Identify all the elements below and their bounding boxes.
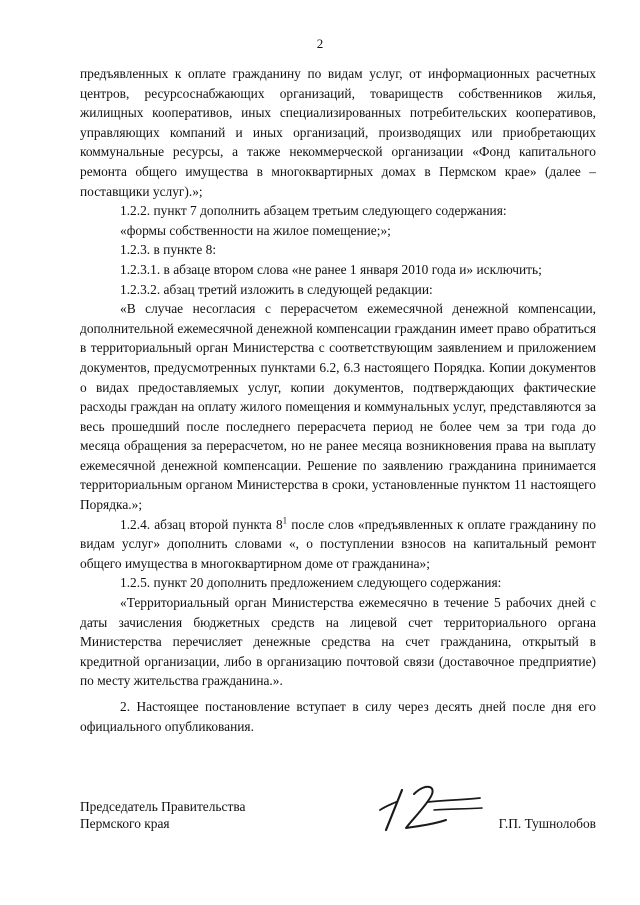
paragraph-1-2-3-1: 1.2.3.1. в абзаце втором слова «не ранее 1 января 2010 года и» исключить; [120, 261, 542, 277]
paragraph-1-2-3-2-quote: «В случае несогласия с перерасчетом ежемесячной денежной компенсации, дополнительной ежемесячной денежной компенсации гражданин имеет право обратиться в территориальный орган Министерства с соответствующим заявлением и приложением документов, предусмотренных пунктами 6.2, 6.3 настоящего Порядка. Копии документов о видах предоставляемых услуг, копии документов, подтверждающих фактические расходы граждан на оплату жилого помещения и коммунальных услуг, представляются за весь прошедший после последнего перерасчета период не более чем за три года до месяца обращения за перерасчетом, но не ранее месяца возникновения права на выплату ежемесячной денежной компенсации. Решение по заявлению гражданина принимается территориальным органом Министерства в сроки, установленные пунктом 11 настоящего Порядка.»; [80, 301, 596, 513]
signatory-title-line-1: Председатель Правительства [80, 799, 246, 814]
paragraph-continuation: предъявленных к оплате гражданину по видам услуг, от информационных расчетных центров, ресурсоснабжающих организаций, товариществ собственников жилья, жилищных кооперативов, иных специализированных потребительских кооперативов, управляющих компаний и иных организаций, производящих или приобретающих коммунальные ресурсы, а также некоммерческой организации «Фонд капитального ремонта общего имущества в многоквартирных домах в Пермском крае» (далее – поставщики услуг).»; [80, 66, 596, 199]
superscript-index: 1 [282, 515, 288, 526]
paragraph-1-2-3-2: 1.2.3.2. абзац третий изложить в следующей редакции: [120, 281, 433, 297]
signatory-title-line-2: Пермского края [80, 816, 170, 831]
handwritten-signature-icon [376, 780, 488, 836]
signature-block [80, 798, 596, 848]
paragraph-1-2-4-start: 1.2.4. абзац второй пункта 8 [120, 516, 283, 532]
paragraph-1-2-2-quote: «формы собственности на жилое помещение;»; [120, 222, 391, 238]
signatory-title [80, 798, 245, 832]
paragraph-1-2-3: 1.2.3. в пункте 8: [120, 242, 217, 258]
page-number: 2 [316, 36, 324, 51]
signatory-name: Г.П. Тушнолобов [498, 816, 596, 831]
paragraph-1-2-5: 1.2.5. пункт 20 дополнить предложением следующего содержания: [120, 575, 502, 591]
paragraph-1-2-4 [80, 515, 596, 574]
paragraph-1-2-5-quote: «Территориальный орган Министерства ежемесячно в течение 5 рабочих дней с даты зачисления бюджетных средств на лицевой счет территориального органа Министерства перечисляет денежные средства на счет гражданина, открытый в кредитной организации, либо в организацию почтовой связи (доставочное предприятие) по месту жительства гражданина.». [80, 595, 596, 689]
paragraph-1-2-4-end: после слов «предъявленных к оплате гражданину по видам услуг» дополнить словами «, о поступлении взносов на капитальный ремонт общего имущества в многоквартирном доме от гражданина»; [80, 516, 596, 571]
document-body [80, 64, 596, 736]
paragraph-2: 2. Настоящее постановление вступает в силу через десять дней после дня его официального опубликования. [80, 699, 596, 734]
paragraph-1-2-2: 1.2.2. пункт 7 дополнить абзацем третьим следующего содержания: [120, 203, 507, 219]
